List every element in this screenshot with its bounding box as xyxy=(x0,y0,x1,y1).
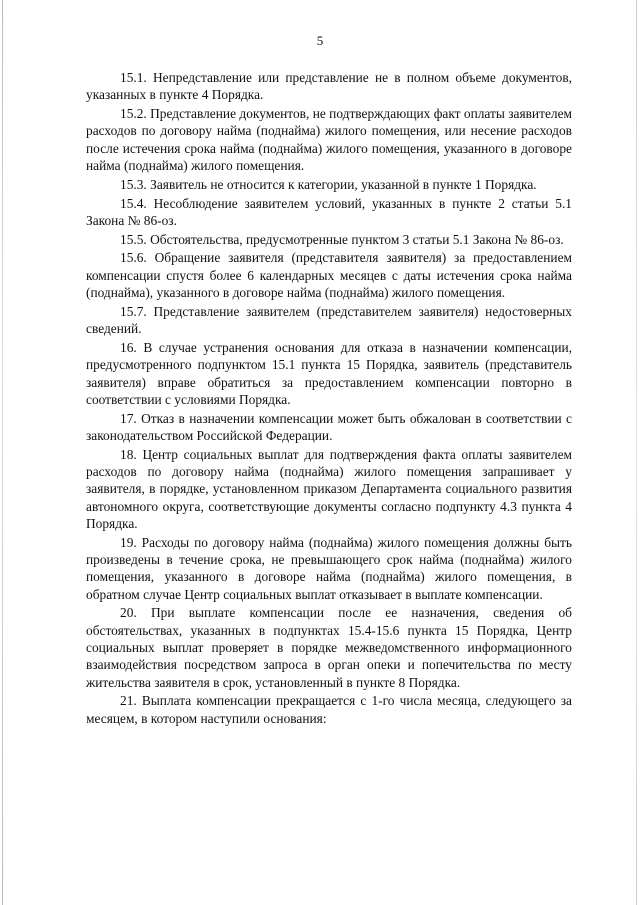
document-body xyxy=(86,69,572,728)
page-number: 5 xyxy=(316,33,324,48)
paragraph-15-6: 15.6. Обращение заявителя (представителя заявителя) за предоставлением компенсации спустя более 6 календарных месяцев с даты истечения срока найма (поднайма), указанного в договоре найма (поднайма) жилого помещения. xyxy=(86,250,572,301)
paragraph-15-5: 15.5. Обстоятельства, предусмотренные пунктом 3 статьи 5.1 Закона № 86-оз. xyxy=(120,231,564,247)
paragraph-17: 17. Отказ в назначении компенсации может быть обжалован в соответствии с законодательством Российской Федерации. xyxy=(86,410,572,443)
paragraph-21: 21. Выплата компенсации прекращается с 1-го числа месяца, следующего за месяцем, в котором наступили основания: xyxy=(86,693,572,726)
scan-edge-left xyxy=(2,0,3,905)
paragraph-19: 19. Расходы по договору найма (поднайма) жилого помещения должны быть произведены в течение срока, не превышающего срок найма (поднайма) жилого помещения, указанного в договоре найма (поднайма) жилого помещения, в обратном случае Центр социальных выплат отказывает в выплате компенсации. xyxy=(86,534,572,602)
paragraph-15-4: 15.4. Несоблюдение заявителем условий, указанных в пункте 2 статьи 5.1 Закона № 86-оз. xyxy=(86,195,572,228)
paragraph-15-2: 15.2. Представление документов, не подтверждающих факт оплаты заявителем расходов по договору найма (поднайма) жилого помещения, или несение расходов после истечения срока найма (поднайма) жилого помещения, указанного в договоре найма (поднайма) жилого помещения. xyxy=(86,106,572,173)
paragraph-15-1: 15.1. Непредставление или представление не в полном объеме документов, указанных в пункте 4 Порядка. xyxy=(86,70,572,103)
paragraph-18: 18. Центр социальных выплат для подтверждения факта оплаты заявителем расходов по договору найма (поднайма) жилого помещения запрашивает у заявителя, в порядке, установленном приказом Департамента социального развития автономного округа, соответствующие документы согласно подпункту 4.3 пункта 4 Порядка. xyxy=(86,446,572,531)
paragraph-15-7: 15.7. Представление заявителем (представителем заявителя) недостоверных сведений. xyxy=(86,303,572,337)
paragraph-20: 20. При выплате компенсации после ее назначения, сведения об обстоятельствах, указанных в подпунктах 15.4-15.6 пункта 15 Порядка, Центр социальных выплат проверяет в порядке межведомственного информационного взаимодействия посредством запроса в орган опеки и попечительства по месту жительства заявителя в срок, установленный в пункте 8 Порядка. xyxy=(86,605,572,690)
paragraph-15-3: 15.3. Заявитель не относится к категории, указанной в пункте 1 Порядка. xyxy=(120,176,537,192)
scan-edge-right xyxy=(636,0,637,905)
paragraph-16: 16. В случае устранения основания для отказа в назначении компенсации, предусмотренного подпунктом 15.1 пункта 15 Порядка, заявитель (представитель заявителя) вправе обратиться за предоставлением компенсации повторно в соответствии с условиями Порядка. xyxy=(86,339,572,407)
